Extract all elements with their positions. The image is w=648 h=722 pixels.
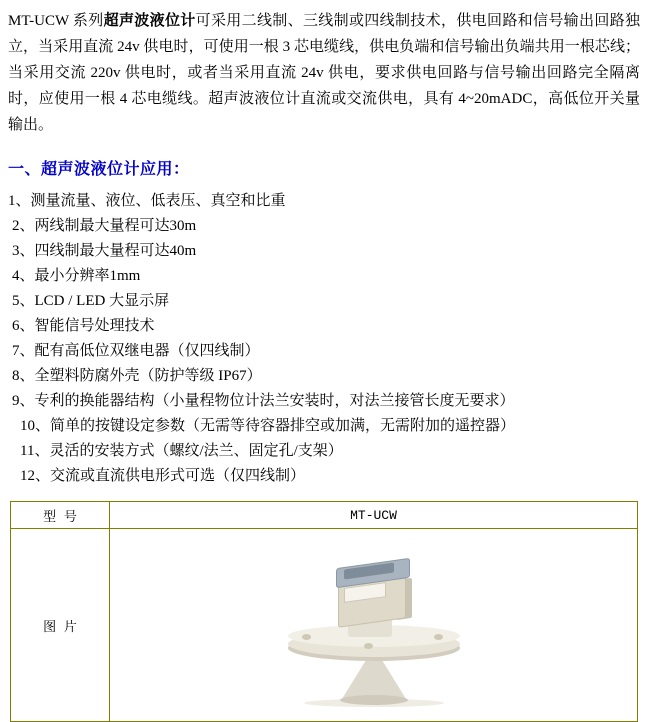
- list-item: 7、配有高低位双继电器（仅四线制）: [12, 343, 260, 359]
- horn-rim: [340, 695, 408, 705]
- list-item: 6、智能信号处理技术: [12, 318, 155, 334]
- list-item: 1、测量流量、液位、低表压、真空和比重: [8, 193, 286, 209]
- list-item: 2、两线制最大量程可达30m: [12, 218, 197, 234]
- list-item: 10、简单的按键设定参数（无需等待容器排空或加满，无需附加的遥控器）: [20, 418, 516, 434]
- intro-paragraph: [8, 8, 640, 138]
- intro-text-bold: 超声波液位计: [103, 13, 196, 29]
- table-row: [11, 502, 638, 529]
- application-list: [8, 189, 640, 489]
- section-title: 一、超声波液位计应用：: [8, 161, 190, 178]
- table-row: [11, 529, 638, 722]
- intro-text-after: 可采用二线制、三线制或四线制技术，供电回路和信号输出回路独立，当采用直流 24v 供电时，可使用一根 3 芯电缆线，供电负端和信号输出负端共用一根芯线；当采用交流 220v 供电时，或者当采用直流 24v 供电，要求供电回路与信号输出回路完全隔离时，应使用一根 4 芯电缆线。超声波液位计直流或交流供电，具有 4~20mADC，高低位开关量输出。: [8, 13, 640, 133]
- model-value-cell: MT-UCW: [110, 502, 638, 529]
- list-item: 12、交流或直流供电形式可选（仅四线制）: [20, 468, 306, 484]
- flange-bolt: [364, 643, 373, 649]
- list-item: 5、LCD / LED 大显示屏: [12, 293, 170, 309]
- flange-bolt: [302, 634, 311, 640]
- list-item: 11、灵活的安装方式（螺纹/法兰、固定孔/支架）: [20, 443, 343, 459]
- list-item: 9、专利的换能器结构（小量程物位计法兰安装时，对法兰接管长度无要求）: [12, 393, 515, 409]
- picture-label-cell: 图 片: [11, 529, 110, 722]
- model-label-cell: 型 号: [11, 502, 110, 529]
- document-page: [0, 8, 648, 706]
- spec-table: [10, 501, 638, 722]
- list-item: 3、四线制最大量程可达40m: [12, 243, 197, 259]
- intro-text-before: MT-UCW 系列: [8, 13, 104, 29]
- list-item: 8、全塑料防腐外壳（防护等级 IP67）: [12, 368, 262, 384]
- flange-bolt: [434, 634, 443, 640]
- list-item: 4、最小分辨率1mm: [12, 268, 141, 284]
- picture-cell: [110, 529, 638, 722]
- product-photo: [110, 531, 637, 719]
- ultrasonic-level-meter-illustration: [244, 539, 504, 711]
